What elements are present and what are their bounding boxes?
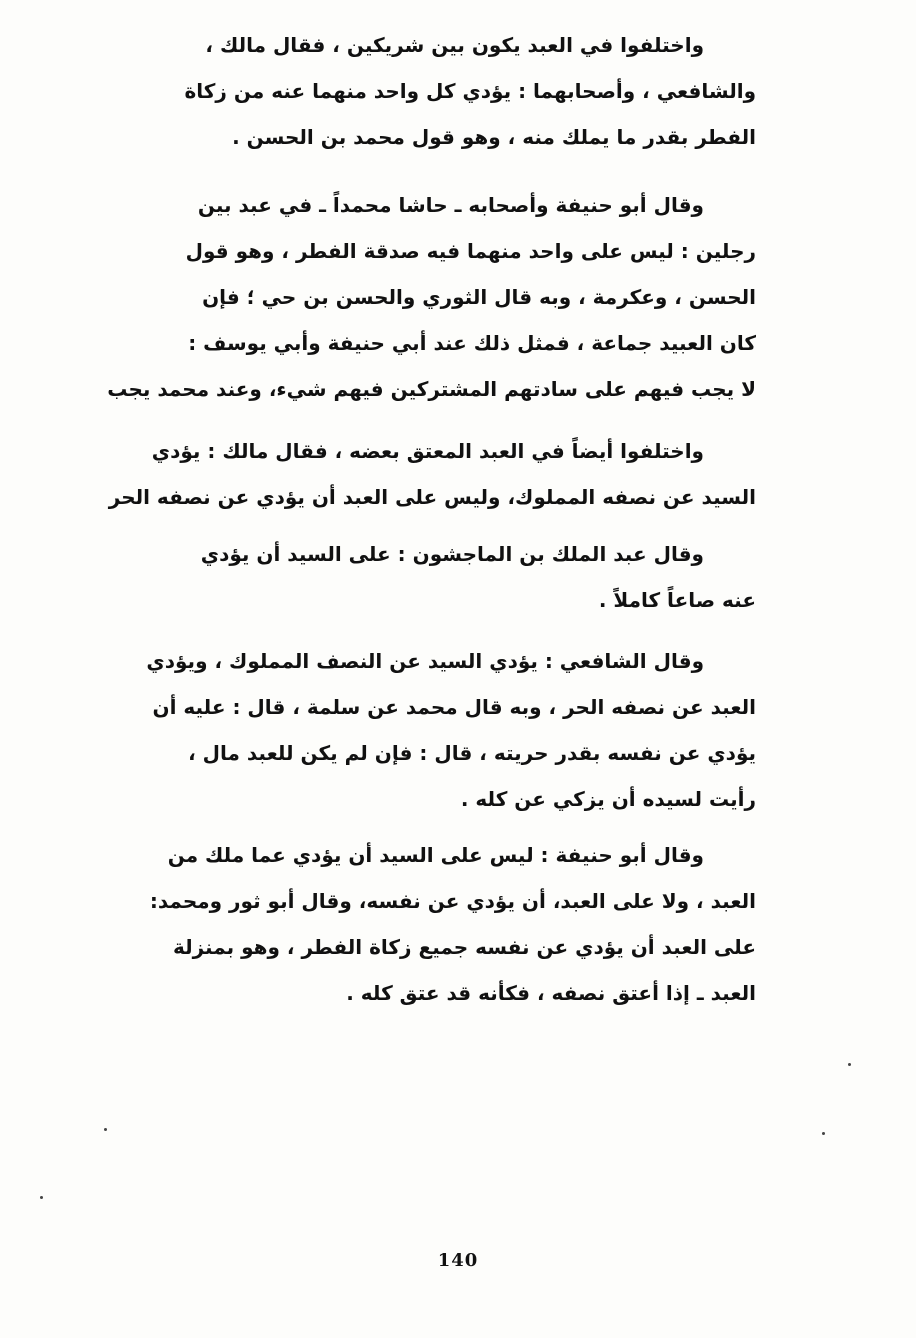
text-line: العبد عن نصفه الحر ، وبه قال محمد عن سلمة ، قال : عليه أن	[152, 695, 756, 719]
scan-speck	[848, 1063, 851, 1066]
text-line: العبد ، ولا على العبد، أن يؤدي عن نفسه، وقال أبو ثور ومحمد:	[149, 889, 756, 913]
text-line: وقال عبد الملك بن الماجشون : على السيد أن يؤدي	[200, 542, 704, 566]
text-line: لا يجب فيهم على سادتهم المشتركين فيهم شيء، وعند محمد يجب	[107, 377, 756, 401]
text-line: والشافعي ، وأصحابهما : يؤدي كل واحد منهما عنه من زكاة	[184, 79, 756, 103]
paragraph-1	[96, 22, 756, 160]
paragraph-4	[96, 531, 756, 623]
page-number: 140	[437, 1250, 479, 1271]
paragraph-5	[96, 638, 756, 822]
text-line: السيد عن نصفه المملوك، وليس على العبد أن يؤدي عن نصفه الحر	[108, 485, 756, 509]
paragraph-3	[96, 428, 756, 520]
text-line: واختلفوا في العبد يكون بين شريكين ، فقال مالك ،	[205, 33, 704, 57]
text-line: يؤدي عن نفسه بقدر حريته ، قال : فإن لم يكن للعبد مال ،	[188, 741, 756, 765]
text-line: رجلين : ليس على واحد منهما فيه صدقة الفطر ، وهو قول	[185, 239, 756, 263]
text-line: وقال أبو حنيفة : ليس على السيد أن يؤدي عما ملك من	[167, 843, 704, 867]
paragraph-2	[96, 182, 756, 412]
text-line: عنه صاعاً كاملاً .	[598, 588, 756, 612]
text-line: الفطر بقدر ما يملك منه ، وهو قول محمد بن الحسن .	[232, 125, 756, 149]
text-line: على العبد أن يؤدي عن نفسه جميع زكاة الفطر ، وهو بمنزلة	[172, 935, 756, 959]
text-line: واختلفوا أيضاً في العبد المعتق بعضه ، فقال مالك : يؤدي	[151, 439, 704, 463]
text-line: كان العبيد جماعة ، فمثل ذلك عند أبي حنيفة وأبي يوسف :	[188, 331, 756, 355]
text-line: وقال الشافعي : يؤدي السيد عن النصف المملوك ، ويؤدي	[146, 649, 704, 673]
text-line: العبد ـ إذا أعتق نصفه ، فكأنه قد عتق كله .	[346, 981, 756, 1005]
scan-speck	[40, 1196, 43, 1199]
text-line: وقال أبو حنيفة وأصحابه ـ حاشا محمداً ـ في عبد بين	[197, 193, 704, 217]
paragraph-6	[96, 832, 756, 1016]
text-line: الحسن ، وعكرمة ، وبه قال الثوري والحسن بن حي ؛ فإن	[202, 285, 756, 309]
scan-speck	[104, 1128, 107, 1131]
text-line: رأيت لسيده أن يزكي عن كله .	[460, 787, 756, 811]
scan-speck	[822, 1132, 825, 1135]
